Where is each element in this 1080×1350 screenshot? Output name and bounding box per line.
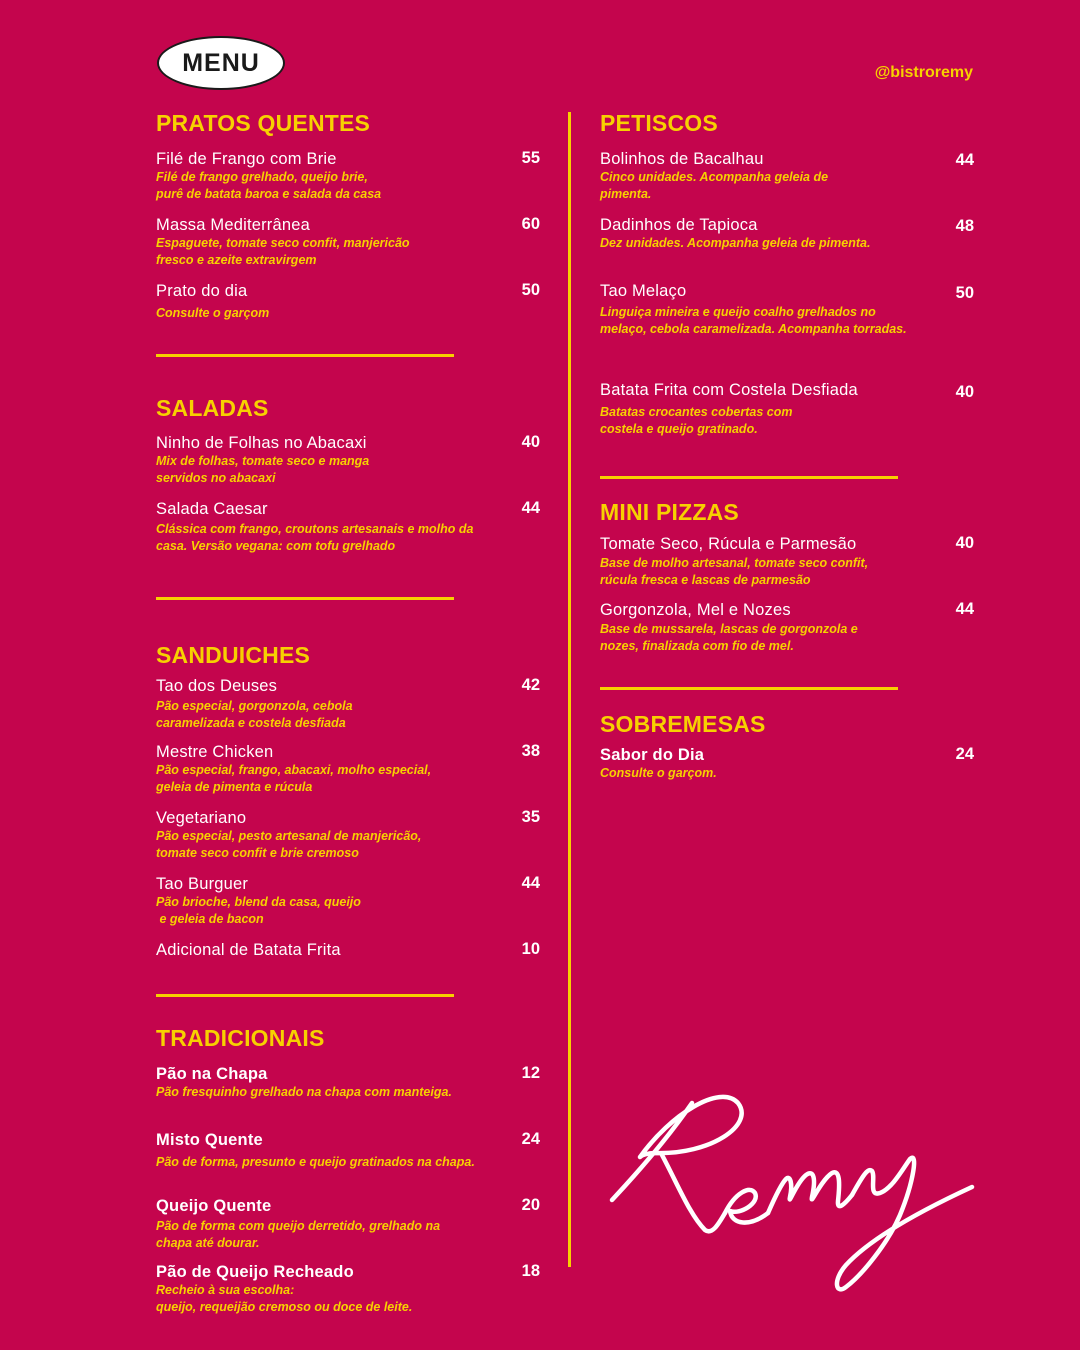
section-title-tradicionais: TRADICIONAIS xyxy=(156,1025,325,1051)
section-separator xyxy=(600,687,898,690)
section-separator xyxy=(156,354,454,357)
item-description-line2: e geleia de bacon xyxy=(156,912,264,926)
item-name: Batata Frita com Costela Desfiada xyxy=(600,381,858,399)
column-divider xyxy=(568,112,571,1267)
item-price: 40 xyxy=(521,433,540,451)
menu-badge-label: MENU xyxy=(182,48,260,77)
item-description-line2: rúcula fresca e lascas de parmesão xyxy=(600,573,811,587)
menu-item xyxy=(600,281,974,338)
item-description-line2: queijo, requeijão cremoso ou doce de leite. xyxy=(156,1300,413,1314)
item-description-line2: fresco e azeite extravirgem xyxy=(156,253,317,267)
item-name: Prato do dia xyxy=(156,282,248,300)
item-name: Tao dos Deuses xyxy=(156,677,278,695)
item-price: 24 xyxy=(955,745,974,763)
item-name: Massa Mediterrânea xyxy=(156,216,311,234)
item-price: 55 xyxy=(521,149,540,167)
item-description: Cinco unidades. Acompanha geleia de xyxy=(600,170,829,184)
item-price: 44 xyxy=(521,874,540,892)
menu-item xyxy=(600,534,974,589)
item-description: Linguiça mineira e queijo coalho grelhados no xyxy=(600,305,876,319)
item-description: Consulte o garçom. xyxy=(600,766,717,780)
menu-item xyxy=(156,1196,540,1252)
item-description: Pão brioche, blend da casa, queijo xyxy=(156,895,361,909)
item-name: Vegetariano xyxy=(156,809,247,827)
item-price: 50 xyxy=(521,281,540,299)
item-description: Batatas crocantes cobertas com xyxy=(600,405,793,419)
menu-item xyxy=(156,940,540,960)
item-name: Adicional de Batata Frita xyxy=(156,941,341,959)
menu-item xyxy=(156,1130,540,1171)
section-title-saladas: SALADAS xyxy=(156,395,269,421)
item-name: Ninho de Folhas no Abacaxi xyxy=(156,434,367,452)
item-description-line2: geleia de pimenta e rúcula xyxy=(156,780,313,794)
item-price: 42 xyxy=(521,676,540,694)
item-description: Filé de frango grelhado, queijo brie, xyxy=(156,170,368,184)
menu-item xyxy=(156,1262,540,1316)
item-description: Pão de forma com queijo derretido, grelhado na xyxy=(156,1219,441,1233)
item-name: Pão na Chapa xyxy=(156,1065,268,1083)
item-price: 60 xyxy=(521,215,540,233)
section-title-petiscos: PETISCOS xyxy=(600,110,718,136)
item-price: 38 xyxy=(521,742,540,760)
section-title-sobremesas: SOBREMESAS xyxy=(600,711,766,737)
menu-item xyxy=(600,600,974,655)
item-description: Base de molho artesanal, tomate seco confit, xyxy=(600,556,869,570)
menu-item xyxy=(156,676,540,732)
menu-item xyxy=(600,380,974,438)
item-description: Pão de forma, presunto e queijo gratinados na chapa. xyxy=(156,1155,475,1169)
item-description: Pão especial, gorgonzola, cebola xyxy=(156,699,353,713)
section-title-pratos-quentes: PRATOS QUENTES xyxy=(156,110,371,136)
item-name: Dadinhos de Tapioca xyxy=(600,216,758,234)
item-price: 20 xyxy=(521,1196,540,1214)
item-price: 44 xyxy=(955,151,974,169)
menu-item xyxy=(156,281,540,322)
menu-item xyxy=(156,215,540,269)
item-description: Pão fresquinho grelhado na chapa com manteiga. xyxy=(156,1085,452,1099)
item-description-line2: servidos no abacaxi xyxy=(156,471,276,485)
item-name: Salada Caesar xyxy=(156,500,268,518)
item-price: 10 xyxy=(521,940,540,958)
item-price: 18 xyxy=(521,1262,540,1280)
item-name: Filé de Frango com Brie xyxy=(156,150,337,168)
section-separator xyxy=(600,476,898,479)
menu-item xyxy=(156,874,540,928)
item-description: Base de mussarela, lascas de gorgonzola e xyxy=(600,622,858,636)
item-price: 24 xyxy=(521,1130,540,1148)
item-description: Consulte o garçom xyxy=(156,306,270,320)
item-price: 40 xyxy=(955,383,974,401)
item-price: 48 xyxy=(955,217,974,235)
menu-item xyxy=(600,215,974,252)
item-description: Pão especial, frango, abacaxi, molho especial, xyxy=(156,763,432,777)
item-description-line2: casa. Versão vegana: com tofu grelhado xyxy=(156,539,396,553)
item-description: Dez unidades. Acompanha geleia de pimenta. xyxy=(600,236,871,250)
menu-item xyxy=(156,1064,540,1101)
item-name: Pão de Queijo Recheado xyxy=(156,1263,354,1281)
section-title-mini-pizzas: MINI PIZZAS xyxy=(600,499,739,525)
item-price: 44 xyxy=(955,600,974,618)
item-name: Queijo Quente xyxy=(156,1197,272,1215)
item-name: Tomate Seco, Rúcula e Parmesão xyxy=(600,535,857,553)
item-description-line2: pimenta. xyxy=(600,187,652,201)
item-price: 50 xyxy=(955,284,974,302)
item-name: Bolinhos de Bacalhau xyxy=(600,150,764,168)
left-column xyxy=(156,0,540,1350)
item-description-line2: nozes, finalizada com fio de mel. xyxy=(600,639,794,653)
item-description: Espaguete, tomate seco confit, manjericão xyxy=(156,236,410,250)
menu-item xyxy=(600,745,974,782)
item-name: Misto Quente xyxy=(156,1131,263,1149)
section-separator xyxy=(156,597,454,600)
section-separator xyxy=(156,994,454,997)
item-name: Tao Burguer xyxy=(156,875,249,893)
section-title-sanduiches: SANDUICHES xyxy=(156,642,311,668)
item-name: Mestre Chicken xyxy=(156,743,274,761)
instagram-handle: @bistroremy xyxy=(874,64,973,81)
menu-item xyxy=(156,149,540,203)
item-price: 12 xyxy=(521,1064,540,1082)
menu-item xyxy=(600,149,974,203)
item-description-line2: purê de batata baroa e salada da casa xyxy=(156,187,382,201)
menu-item xyxy=(156,499,540,555)
item-description-line2: melaço, cebola caramelizada. Acompanha torradas. xyxy=(600,322,907,336)
item-description-line2: chapa até dourar. xyxy=(156,1236,260,1250)
item-description: Mix de folhas, tomate seco e manga xyxy=(156,454,370,468)
menu-item xyxy=(156,808,540,862)
menu-item xyxy=(156,433,540,487)
item-name: Gorgonzola, Mel e Nozes xyxy=(600,601,791,619)
item-description-line2: costela e queijo gratinado. xyxy=(600,422,758,436)
remy-signature-logo xyxy=(600,1075,980,1305)
item-description: Recheio à sua escolha: xyxy=(156,1283,295,1297)
item-description-line2: tomate seco confit e brie cremoso xyxy=(156,846,359,860)
item-name: Tao Melaço xyxy=(600,282,687,300)
item-description-line2: caramelizada e costela desfiada xyxy=(156,716,346,730)
item-description: Pão especial, pesto artesanal de manjericão, xyxy=(156,829,422,843)
item-price: 44 xyxy=(521,499,540,517)
item-description: Clássica com frango, croutons artesanais e molho da xyxy=(156,522,474,536)
item-price: 40 xyxy=(955,534,974,552)
item-price: 35 xyxy=(521,808,540,826)
menu-item xyxy=(156,742,540,796)
item-name: Sabor do Dia xyxy=(600,746,705,764)
